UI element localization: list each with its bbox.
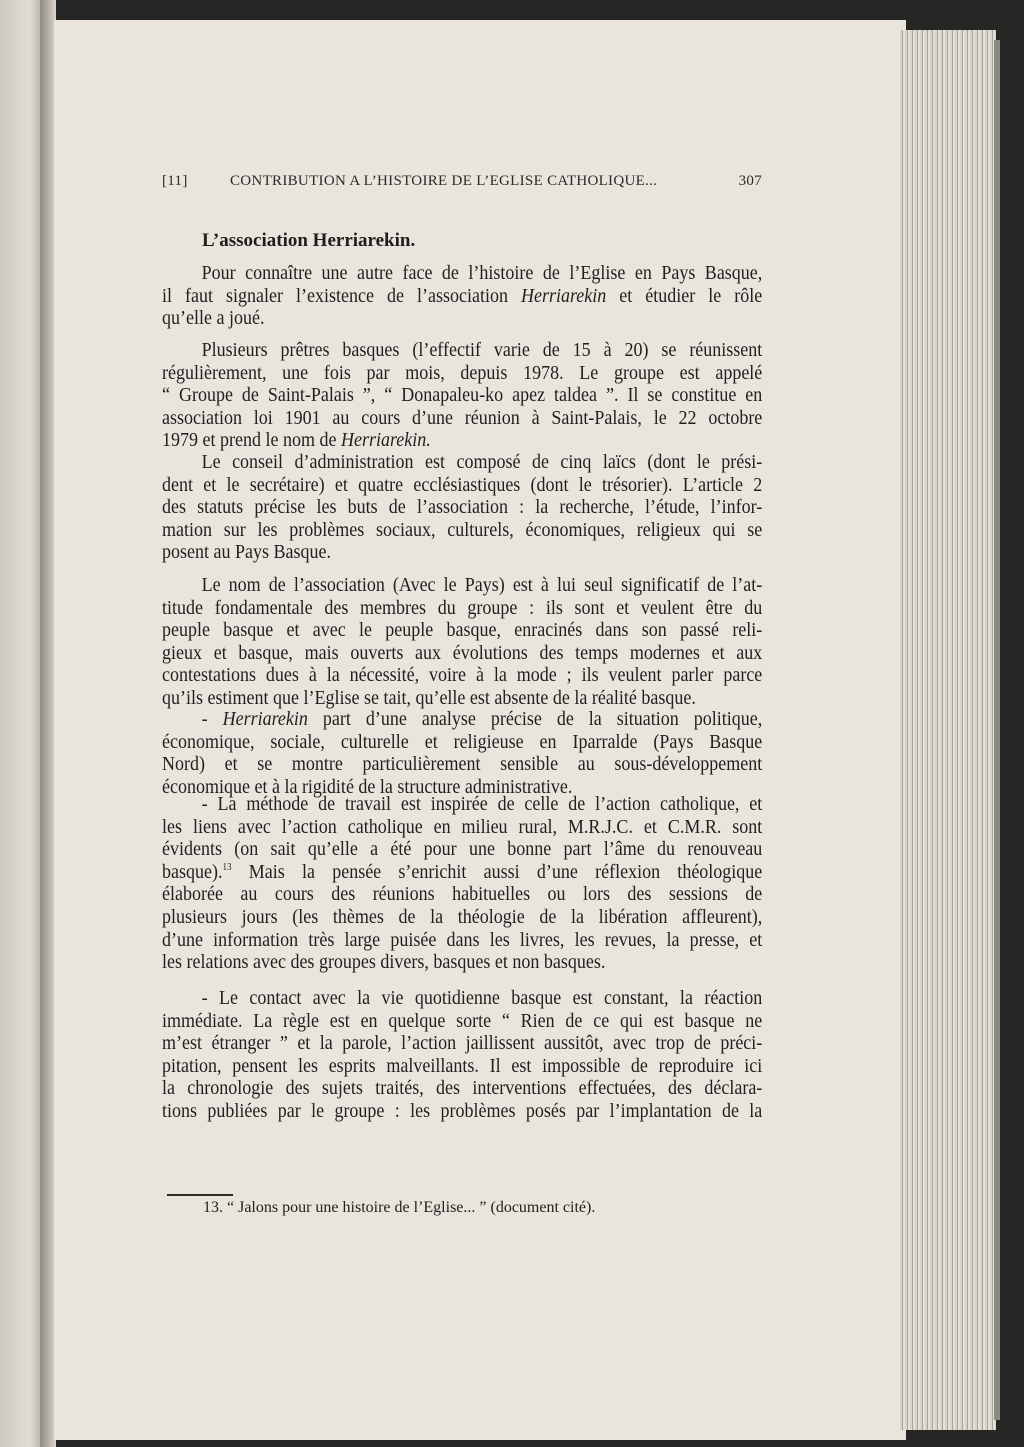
text-line: peuple basque et avec le peuple basque, enracinés dans son passé reli- [162, 619, 763, 642]
paragraph [162, 987, 762, 1123]
footnote-ref: 13 [222, 861, 232, 873]
footnote: 13. “ Jalons pour une histoire de l’Eglise... ” (document cité). [203, 1199, 596, 1216]
text-line: d’une information très large puisée dans les livres, les revues, la presse, et [162, 928, 763, 951]
paragraph [162, 793, 762, 974]
text-line: - Herriarekin part d’une analyse précise de la situation politique, [201, 708, 763, 730]
text-line: immédiate. La règle est en quelque sorte “ Rien de ce qui est basque ne [162, 1009, 763, 1032]
text-line: m’est étranger ” et la parole, l’action jaillissent aussitôt, avec trop de préci- [162, 1032, 763, 1055]
text-line: les relations avec des groupes divers, basques et non basques. [162, 951, 606, 974]
text-line: Le conseil d’administration est composé de cinq laïcs (dont le prési- [201, 451, 763, 473]
text-line: association loi 1901 au cours d’une réunion à Saint-Palais, le 22 octobre [162, 406, 763, 429]
text-line: gieux et basque, mais ouverts aux évolutions des temps modernes et aux [162, 641, 763, 664]
text-line: pitation, pensent les esprits malveillants. Il est impossible de reproduire ici [162, 1054, 763, 1077]
text-line: Nord) et se montre particulièrement sensible au sous-développement [162, 753, 763, 776]
text-line: qu’elle a joué. [162, 307, 265, 330]
running-title: CONTRIBUTION A L’HISTOIRE DE L’EGLISE CATHOLIQUE... [230, 173, 658, 189]
section-heading: L’association Herriarekin. [202, 230, 416, 251]
text-line: des statuts précise les buts de l’association : la recherche, l’étude, l’infor- [162, 496, 763, 519]
book-cover-edge [994, 40, 1000, 1420]
paragraph [162, 574, 762, 710]
text-line: Le nom de l’association (Avec le Pays) est à lui seul significatif de l’at- [201, 574, 763, 596]
paragraph [162, 708, 762, 798]
text-line: - La méthode de travail est inspirée de celle de l’action catholique, et [201, 793, 763, 815]
text-line: la chronologie des sujets traités, des interventions effectuées, des déclara- [162, 1077, 763, 1100]
paragraph [162, 262, 762, 330]
text-line: plusieurs jours (les thèmes de la théologie de la libération affleurent), [162, 905, 763, 928]
text-line: tions publiées par le groupe : les problèmes posés par l’implantation de la [162, 1099, 763, 1122]
facing-page-edge [0, 0, 42, 1447]
text-line: titude fondamentale des membres du groupe : ils sont et veulent être du [162, 596, 763, 619]
text-line: Plusieurs prêtres basques (l’effectif varie de 15 à 20) se réunissent [201, 339, 763, 361]
text-line: élaborée au cours des réunions habituelles ou lors des sessions de [162, 883, 763, 906]
page-stack-edge [900, 30, 996, 1430]
text-line: “ Groupe de Saint-Palais ”, “ Donapaleu-ko apez taldea ”. Il se constitue en [162, 384, 763, 407]
text-line: mation sur les problèmes sociaux, culturels, économiques, religieux qui se [162, 518, 763, 541]
text-line: posent au Pays Basque. [162, 541, 331, 564]
section-number: [11] [162, 173, 188, 189]
text-line: évidents (on sait qu’elle a été pour une bonne part l’âme du renouveau [162, 838, 763, 861]
text-line: dent et le secrétaire) et quatre ecclésiastiques (dont le trésorier). L’article 2 [162, 473, 763, 496]
text-line: qu’ils estiment que l’Eglise se tait, qu’elle est absente de la réalité basque. [162, 686, 696, 709]
text-line: basque).$^{13}$ Mais la pensée s’enrichit aussi d’une réflexion théologique [162, 860, 763, 883]
text-line: 1979 et prend le nom de Herriarekin. [162, 429, 431, 452]
text-line: économique, sociale, culturelle et religieuse en Iparralde (Pays Basque [162, 730, 763, 753]
text-line: les liens avec l’action catholique en milieu rural, M.R.J.C. et C.M.R. sont [162, 815, 763, 838]
text-line: Pour connaître une autre face de l’histoire de l’Eglise en Pays Basque, [201, 262, 763, 284]
text-line: régulièrement, une fois par mois, depuis 1978. Le groupe est appelé [162, 361, 763, 384]
text-line: contestations dues à la nécessité, voire à la mode ; ils veulent parler parce [162, 664, 763, 687]
text-line: - Le contact avec la vie quotidienne basque est constant, la réaction [201, 987, 763, 1009]
text-line: économique et à la rigidité de la structure administrative. [162, 775, 573, 798]
paragraph [162, 451, 762, 564]
paragraph [162, 339, 762, 452]
page-number: 307 [738, 173, 762, 189]
text-line: il faut signaler l’existence de l’association Herriarekin et étudier le rôle [162, 284, 763, 307]
footnote-rule [167, 1194, 233, 1196]
